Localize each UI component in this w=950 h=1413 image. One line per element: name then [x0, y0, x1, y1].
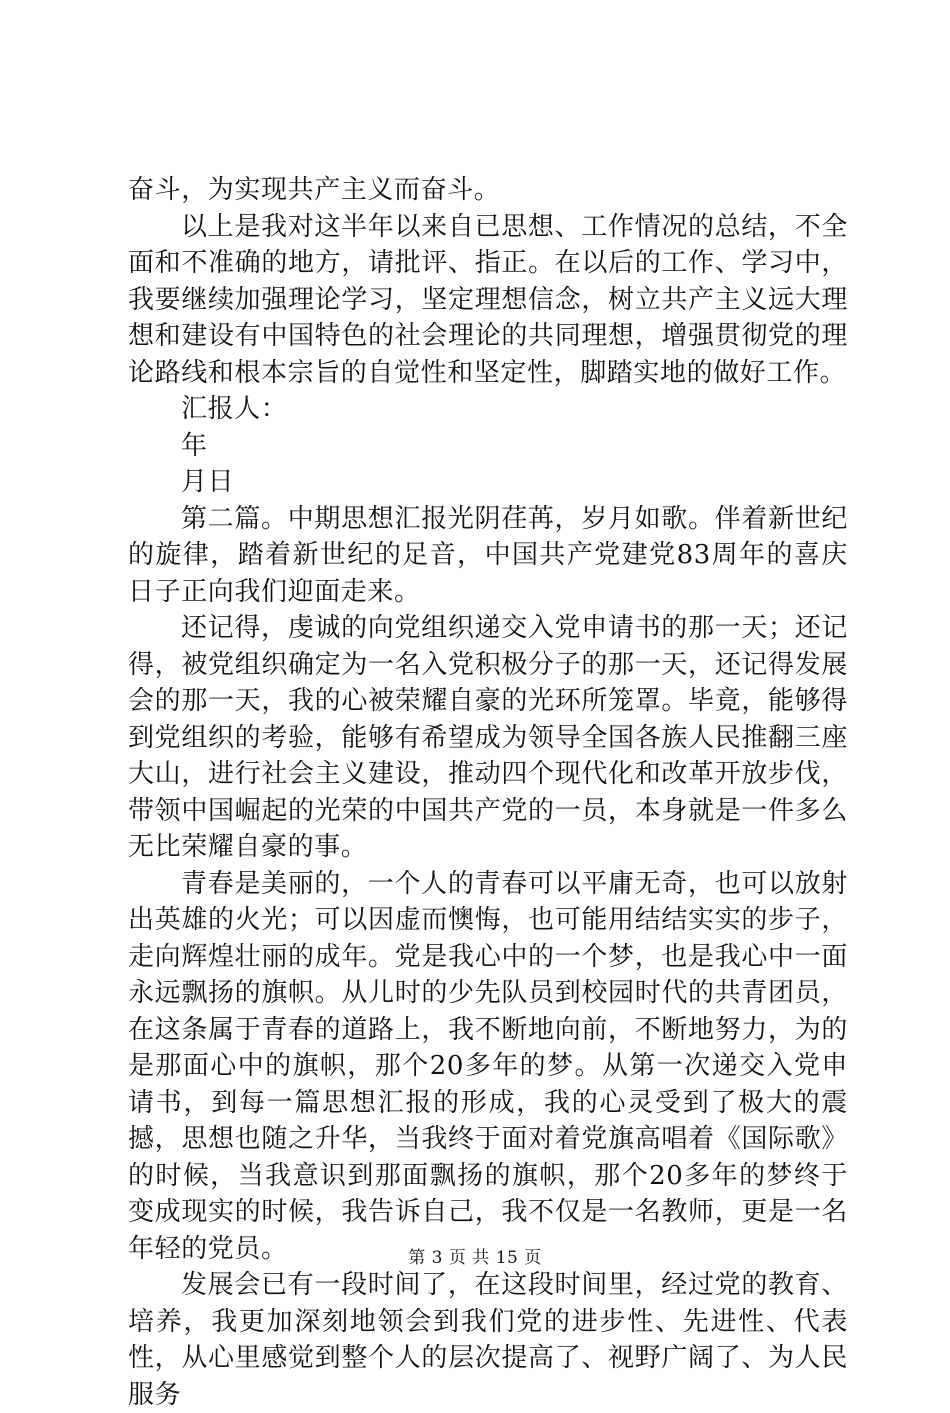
page-number-footer: 第 3 页 共 15 页 [408, 1248, 542, 1268]
paragraph-second-article-intro: 第二篇。中期思想汇报光阴荏苒，岁月如歌。伴着新世纪的旋律，踏着新世纪的足音，中国共产党建党83周年的喜庆日子正向我们迎面走来。 [128, 503, 848, 607]
paragraph-remember: 还记得，虔诚的向党组织递交入党申请书的那一天；还记得，被党组织确定为一名入党积极分子的那一天，还记得发展会的那一天，我的心被荣耀自豪的光环所笼罩。毕竟，能够得到党组织的考验，能够有希望成为领导全国各族人民推翻三座大山，进行社会主义建设，推动四个现代化和改革开放步伐，带领中国崛起的光荣的中国共产党的一员，本身就是一件多么无比荣耀自豪的事。 [128, 613, 848, 862]
document-body [128, 172, 848, 1413]
paragraph-summary: 以上是我对这半年以来自已思想、工作情况的总结，不全面和不准确的地方，请批评、指正。在以后的工作、学习中，我要继续加强理论学习，坚定理想信念，树立共产主义远大理想和建设有中国特色的社会理论的共同理想，增强贯彻党的理论路线和根本宗旨的自觉性和坚定性，脚踏实地的做好工作。 [128, 211, 848, 388]
paragraph-development: 发展会已有一段时间了，在这段时间里，经过党的教育、培养，我更加深刻地领会到我们党的进步性、先进性、代表性，从心里感觉到整个人的层次提高了、视野广阔了、为人民服务 [128, 1270, 848, 1410]
reporter-line: 汇报人： [181, 394, 288, 424]
month-day-line: 月日 [181, 467, 235, 497]
paragraph-continuation: 奋斗，为实现共产主义而奋斗。 [128, 175, 501, 205]
year-line: 年 [181, 430, 208, 461]
paragraph-youth: 青春是美丽的，一个人的青春可以平庸无奇，也可以放射出英雄的火光；可以因虚而懊悔，也可能用结结实实的步子，走向辉煌壮丽的成年。党是我心中的一个梦，也是我心中一面永远飘扬的旗帜。从儿时的少先队员到校园时代的共青团员，在这条属于青春的道路上，我不断地向前，不断地努力，为的是那面心中的旗帜，那个20多年的梦。从第一次递交入党申请书，到每一篇思想汇报的形成，我的心灵受到了极大的震撼，思想也随之升华，当我终于面对着党旗高唱着《国际歌》的时候，当我意识到那面飘扬的旗帜，那个20多年的梦终于变成现实的时候，我告诉自己，我不仅是一名教师，更是一名年轻的党员。 [128, 868, 848, 1264]
